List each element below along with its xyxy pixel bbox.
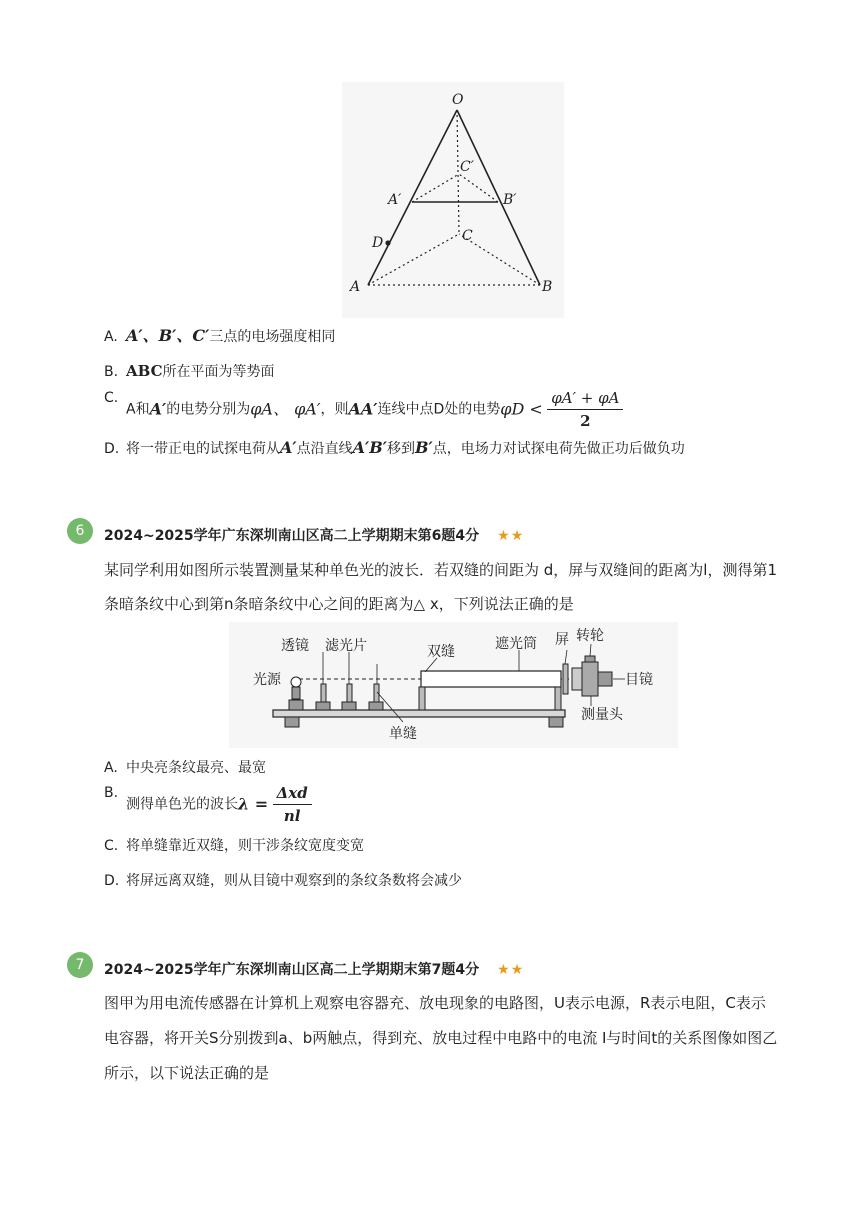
light-shield-tube [421, 671, 561, 687]
q6-option-a[interactable]: A. 中央亮条纹最亮、最宽 [104, 760, 266, 776]
question-number-badge: 7 [67, 952, 93, 978]
bulb-icon [291, 677, 301, 687]
q6-option-d[interactable]: D. 将屏远离双缝，则从目镜中观察到的条纹条数将会减少 [104, 873, 462, 889]
point-D [385, 240, 390, 245]
edge-A1C1 [412, 174, 459, 202]
question-header: 2024~2025学年广东深圳南山区高二上学期期末第7题4分 ★★ [104, 962, 525, 978]
filter-holder [342, 702, 356, 710]
single-slit-holder [369, 702, 383, 710]
q6-option-b[interactable]: B.测得单色光的波长λ = $\frac{\text{Δxd}}{nl}$ [104, 783, 312, 827]
eyepiece [598, 672, 612, 686]
label-tube: 遮光筒 [495, 636, 537, 652]
label-C1: C′ [460, 159, 474, 175]
label-D: D [372, 235, 384, 251]
label-single-slit: 单缝 [389, 726, 417, 742]
double-slit-apparatus-figure [229, 622, 678, 748]
question-stem-line: 条暗条纹中心到第n条暗条纹中心之间的距离为△ x，下列说法正确的是 [104, 595, 574, 613]
label-filter: 滤光片 [325, 638, 367, 654]
source-stand [292, 687, 300, 699]
lens-holder [316, 702, 330, 710]
label-wheel: 转轮 [576, 628, 604, 644]
label-O: O [452, 92, 464, 108]
label-C: C [462, 228, 473, 244]
label-measuring-head: 测量头 [581, 707, 623, 723]
turning-wheel [585, 656, 595, 662]
bench-foot [549, 717, 563, 727]
label-A: A [350, 279, 361, 295]
option-label: A. [104, 760, 118, 776]
edge-OA [368, 110, 457, 285]
question-header: 2024~2025学年广东深圳南山区高二上学期期末第6题4分 ★★ [104, 528, 525, 544]
question-stem-line: 某同学利用如图所示装置测量某种单色光的波长．若双缝的间距为 d，屏与双缝间的距离为l，测得第1 [104, 561, 778, 579]
option-label: C. [104, 390, 119, 406]
q5-option-a[interactable]: A. A′、B′、C′三点的电场强度相同 [104, 326, 336, 345]
q6-option-c[interactable]: C. 将单缝靠近双缝，则干涉条纹宽度变宽 [104, 838, 364, 854]
label-screen: 屏 [555, 632, 569, 648]
measuring-head [582, 662, 598, 696]
q5-option-d[interactable]: D. 将一带正电的试探电荷从A′点沿直线A′B′移到B′点，电场力对试探电荷先做正功后做负功 [104, 438, 685, 457]
question-number-badge: 6 [67, 518, 93, 544]
option-label: D. [104, 873, 120, 889]
option-label: A. [104, 329, 118, 345]
option-label: C. [104, 838, 119, 854]
label-B1: B′ [503, 192, 517, 208]
label-source: 光源 [253, 672, 281, 688]
question-stem-line: 图甲为用电流传感器在计算机上观察电容器充、放电现象的电路图，U表示电源，R表示电阻，C表示 [104, 994, 766, 1012]
bench-foot [285, 717, 299, 727]
label-eyepiece: 目镜 [625, 672, 653, 688]
option-label: B. [104, 364, 119, 380]
edge-OC [457, 110, 459, 234]
q5-option-c[interactable]: C.A和A′的电势分别为φA、 φA′，则AA′连线中点D处的电势φD < $\frac{\varphi A' + \varphi A}{2}$ [104, 388, 623, 430]
fraction: $\frac{\varphi A' + \varphi A}{2}$ [547, 388, 623, 431]
edge-B1C1 [459, 174, 498, 202]
question-stem-line: 电容器，将开关S分别拨到a、b两触点，得到充、放电过程中电路中的电流 I与时间t的关系图像如图乙 [104, 1029, 778, 1047]
label-double-slit: 双缝 [427, 644, 455, 660]
difficulty-stars: ★★ [497, 962, 525, 978]
edge-OB [457, 110, 540, 285]
difficulty-stars: ★★ [497, 528, 525, 544]
triangle-figure [342, 82, 564, 318]
option-label: D. [104, 441, 120, 457]
label-lens: 透镜 [281, 638, 309, 654]
q5-option-b[interactable]: B. ABC所在平面为等势面 [104, 362, 275, 380]
option-label: B. [104, 785, 119, 801]
label-A1: A′ [388, 192, 402, 208]
fraction: $\frac{\text{Δxd}}{nl}$ [273, 783, 312, 826]
label-B: B [542, 279, 553, 295]
screen-plate [563, 664, 568, 694]
question-stem-line: 所示，以下说法正确的是 [104, 1064, 270, 1082]
optical-bench [273, 710, 565, 717]
